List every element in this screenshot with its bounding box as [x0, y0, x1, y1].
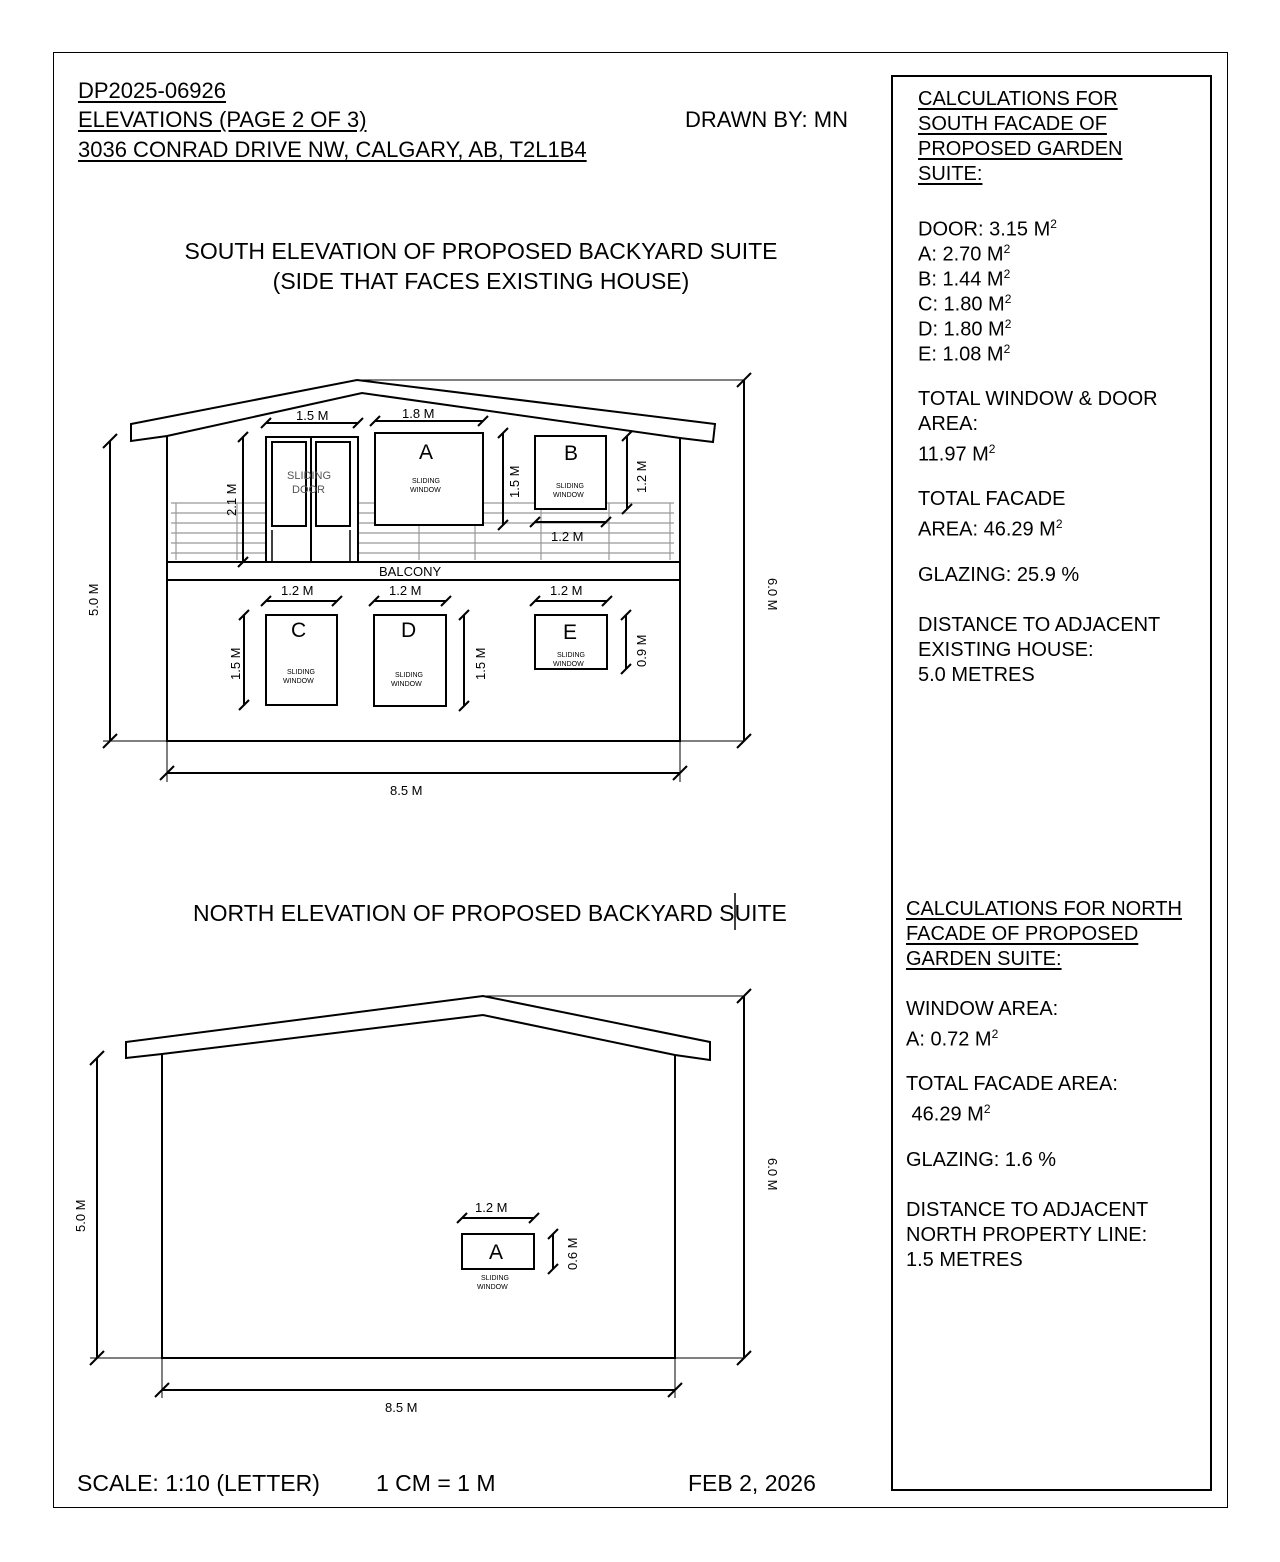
south-width-label: 8.5 M	[390, 783, 423, 798]
calc-north-heading-1: CALCULATIONS FOR NORTH	[906, 898, 1182, 920]
south-a-width-label: 1.8 M	[402, 406, 435, 421]
calc-north-window-a: A: 0.72 $M^2$	[906, 1027, 999, 1051]
south-b-width-label: 1.2 M	[551, 529, 584, 544]
window-d-letter: D	[401, 619, 417, 642]
calc-south-glazing: GLAZING: 25.9 %	[918, 564, 1080, 586]
calc-north-distance-2: NORTH PROPERTY LINE:	[906, 1224, 1148, 1246]
window-c-window: WINDOW	[283, 678, 314, 685]
window-b-window: WINDOW	[553, 492, 584, 499]
window-a-window: WINDOW	[410, 487, 441, 494]
north-a-height-label: 0.6 M	[565, 1237, 580, 1270]
sliding-door-label-1: SLIDING	[287, 470, 332, 482]
south-a-height-label: 1.5 M	[507, 465, 522, 498]
south-elevation-title: SOUTH ELEVATION OF PROPOSED BACKYARD SUITE	[184, 238, 778, 264]
calc-south-distance-2: EXISTING HOUSE:	[918, 639, 1094, 661]
calc-south-distance-3: 5.0 METRES	[918, 664, 1035, 686]
footer-scale: SCALE: 1:10 (LETTER)	[77, 1470, 320, 1496]
north-roof	[126, 996, 710, 1060]
drawn-by: DRAWN BY: MN	[685, 107, 848, 132]
north-elevation-title: NORTH ELEVATION OF PROPOSED BACKYARD SUITE	[193, 900, 787, 926]
calc-south-d-area: D: 1.80 $M^2$	[918, 317, 1012, 341]
north-window-a-sliding: SLIDING	[481, 1275, 510, 1282]
window-a-letter: A	[419, 441, 434, 464]
south-door-height-label: 2.1 M	[224, 483, 239, 516]
calc-north-heading-3: GARDEN SUITE:	[906, 948, 1062, 970]
calc-north-distance-3: 1.5 METRES	[906, 1249, 1023, 1271]
north-window-a-window: WINDOW	[477, 1284, 508, 1291]
south-c-height-label: 1.5 M	[228, 647, 243, 680]
permit-number: DP2025-06926	[78, 78, 227, 103]
window-d-sliding: SLIDING	[395, 672, 424, 679]
calc-south-a-area: A: 2.70 $M^2$	[918, 242, 1011, 266]
calc-south-door-area: DOOR: 3.15 $M^2$	[918, 217, 1057, 241]
sliding-door-label-2: DOOR	[292, 484, 325, 496]
calc-south-heading-2: SOUTH FACADE OF	[918, 113, 1107, 135]
calc-south-heading-1: CALCULATIONS FOR	[918, 88, 1118, 110]
calc-south-total-wd-label-2: AREA:	[918, 413, 979, 435]
calc-north-distance-1: DISTANCE TO ADJACENT	[906, 1199, 1149, 1221]
south-elevation-subtitle: (SIDE THAT FACES EXISTING HOUSE)	[272, 268, 690, 294]
south-door-width-label: 1.5 M	[296, 408, 329, 423]
window-c-letter: C	[291, 619, 307, 642]
calc-north-window-area-label: WINDOW AREA:	[906, 998, 1059, 1020]
south-b-height-label: 1.2 M	[634, 460, 649, 493]
footer-ratio: 1 CM = 1 M	[376, 1470, 496, 1496]
window-b-letter: B	[564, 442, 579, 465]
window-e-window: WINDOW	[553, 661, 584, 668]
north-height-right-label: 6.0 M	[765, 1158, 780, 1191]
window-e-sliding: SLIDING	[557, 652, 586, 659]
calc-south-c-area: C: 1.80 $M^2$	[918, 292, 1012, 316]
site-address: 3036 CONRAD DRIVE NW, CALGARY, AB, T2L1B4	[78, 137, 587, 162]
south-c-width-label: 1.2 M	[281, 583, 314, 598]
calc-north-glazing: GLAZING: 1.6 %	[906, 1149, 1057, 1171]
north-window-a-letter: A	[489, 1241, 504, 1264]
window-b-sliding: SLIDING	[556, 483, 585, 490]
south-d-width-label: 1.2 M	[389, 583, 422, 598]
calc-south-b-area: B: 1.44 $M^2$	[918, 267, 1011, 291]
calc-south-heading-3: PROPOSED GARDEN	[918, 138, 1123, 160]
calc-south-heading-4: SUITE:	[918, 163, 983, 185]
calc-south-distance-1: DISTANCE TO ADJACENT	[918, 614, 1161, 636]
south-d-height-label: 1.5 M	[473, 647, 488, 680]
footer-date: FEB 2, 2026	[688, 1470, 816, 1496]
calc-south-e-area: E: 1.08 $M^2$	[918, 342, 1011, 366]
calc-south-total-wd-value: 11.97 $M^2$	[918, 442, 996, 466]
calc-north-total-facade-label: TOTAL FACADE AREA:	[906, 1073, 1118, 1095]
north-width-label: 8.5 M	[385, 1400, 418, 1415]
south-height-left-label: 5.0 M	[86, 583, 101, 616]
window-e-letter: E	[563, 621, 578, 644]
calc-south-total-facade-label: TOTAL FACADE	[918, 488, 1066, 510]
south-height-right-label: 6.0 M	[765, 578, 780, 611]
sheet-title: ELEVATIONS (PAGE 2 OF 3)	[78, 107, 367, 132]
calc-north-total-facade-value: 46.29 $M^2$	[906, 1102, 991, 1126]
north-a-width-label: 1.2 M	[475, 1200, 508, 1215]
balcony-label: BALCONY	[379, 564, 442, 579]
calc-south-total-wd-label-1: TOTAL WINDOW & DOOR	[918, 388, 1158, 410]
south-e-width-label: 1.2 M	[550, 583, 583, 598]
south-e-height-label: 0.9 M	[634, 634, 649, 667]
calc-south-total-facade-value: AREA: 46.29 $M^2$	[918, 517, 1063, 541]
window-a-sliding: SLIDING	[412, 478, 441, 485]
window-d-window: WINDOW	[391, 681, 422, 688]
calc-north-heading-2: FACADE OF PROPOSED	[906, 923, 1139, 945]
north-wall-outline	[162, 1054, 675, 1358]
north-height-left-label: 5.0 M	[73, 1199, 88, 1232]
window-c-sliding: SLIDING	[287, 669, 316, 676]
